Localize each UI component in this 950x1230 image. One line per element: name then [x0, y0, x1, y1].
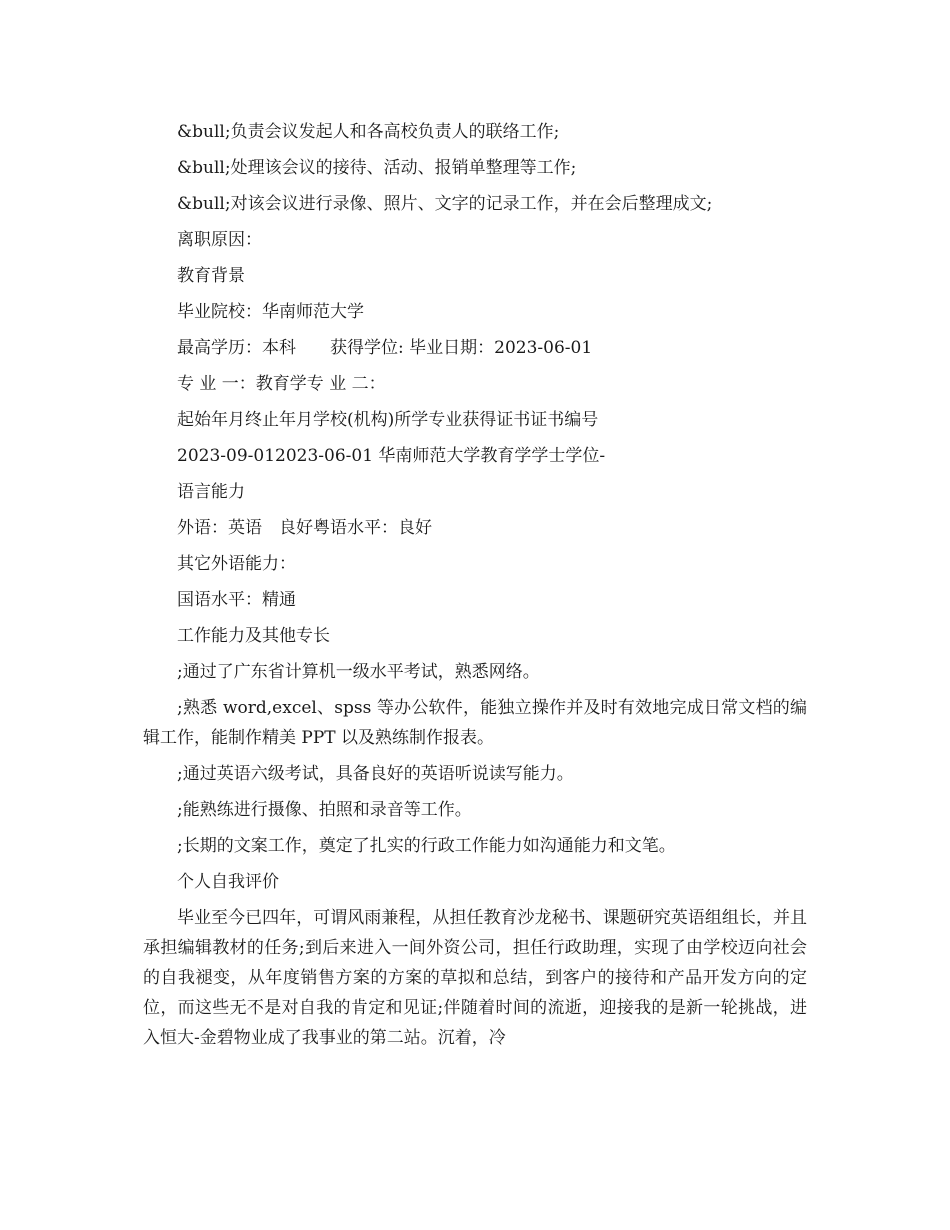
self-evaluation-paragraph: 毕业至今已四年，可谓风雨兼程，从担任教育沙龙秘书、课题研究英语组组长，并且承担编辑教材的任务;到后来进入一间外资公司，担任行政助理，实现了由学校迈向社会的自我褪变，从年度销售方案的方案的草拟和总结，到客户的接待和产品开发方向的定位，而这些无不是对自我的肯定和见证;伴随着时间的流逝，迎接我的是新一轮挑战，进入恒大-金碧物业成了我事业的第二站。沉着，冷 [143, 908, 807, 1048]
duty-line-reception: &bull;处理该会议的接待、活动、报销单整理等工作; [177, 158, 577, 178]
section-heading-education: 教育背景 [177, 266, 245, 286]
major-line: 专 业 一：教育学专 业 二： [177, 374, 386, 394]
foreign-language-line: 外语：英语 良好粤语水平：良好 [177, 518, 432, 538]
skill-paragraph-office: ;熟悉 word,excel、spss 等办公软件，能独立操作并及时有效地完成日常文档的编辑工作，能制作精美 PPT 以及熟练制作报表。 [143, 698, 807, 748]
section-heading-self-evaluation: 个人自我评价 [177, 872, 279, 892]
duty-line-liaison: &bull;负责会议发起人和各高校负责人的联络工作; [177, 122, 560, 142]
skill-line-writing: ;长期的文案工作，奠定了扎实的行政工作能力如沟通能力和文笔。 [177, 836, 676, 856]
education-table-row: 2023-09-012023-06-01 华南师范大学教育学学士学位- [177, 446, 606, 466]
degree-line: 最高学历：本科 获得学位: 毕业日期：2023-06-01 [177, 338, 593, 358]
other-language-line: 其它外语能力： [177, 554, 296, 574]
skill-line-computer: ;通过了广东省计算机一级水平考试，熟悉网络。 [177, 662, 540, 682]
skill-line-english: ;通过英语六级考试，具备良好的英语听说读写能力。 [177, 764, 574, 784]
skill-line-media: ;能熟练进行摄像、拍照和录音等工作。 [177, 800, 472, 820]
education-table-header: 起始年月终止年月学校(机构)所学专业获得证书证书编号 [177, 410, 599, 430]
graduate-school-line: 毕业院校：华南师范大学 [177, 302, 364, 322]
document-body [143, 114, 807, 1056]
section-heading-skills: 工作能力及其他专长 [177, 626, 330, 646]
duty-line-recording: &bull;对该会议进行录像、照片、文字的记录工作，并在会后整理成文; [177, 194, 713, 214]
leave-reason-label: 离职原因： [177, 230, 262, 250]
mandarin-level-line: 国语水平：精通 [177, 590, 296, 610]
section-heading-language: 语言能力 [177, 482, 245, 502]
